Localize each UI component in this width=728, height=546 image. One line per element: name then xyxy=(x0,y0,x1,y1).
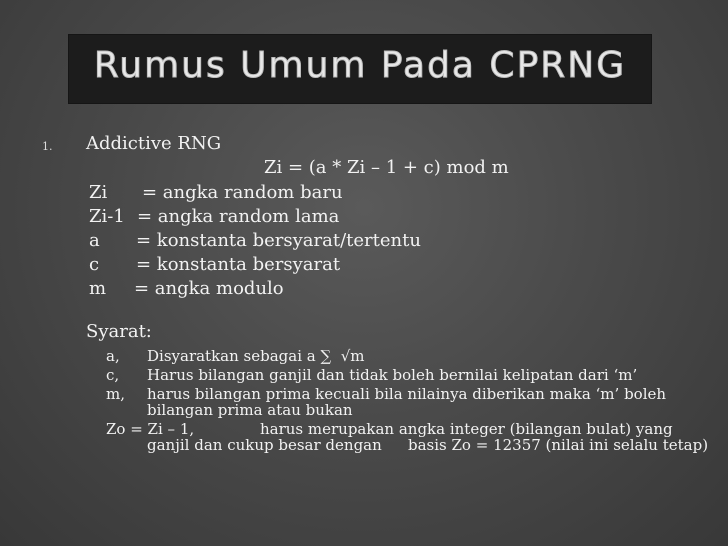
zo-text-2a: ganjil dan cukup besar dengan xyxy=(147,436,382,454)
def-desc-zi: = angka random baru xyxy=(142,182,343,203)
cond-text-c: Harus bilangan ganjil dan tidak boleh bernilai kelipatan dari ‘m’ xyxy=(147,366,638,384)
title-box xyxy=(68,34,652,104)
slide-title: Rumus Umum Pada CPRNG xyxy=(93,45,627,86)
def-sym-zi1: Zi-1 xyxy=(89,206,125,227)
def-sym-c: c xyxy=(89,254,100,275)
formula: Zi = (a * Zi – 1 + c) mod m xyxy=(264,157,509,178)
zo-text-2b: basis Zo = 12357 (nilai ini selalu tetap) xyxy=(408,436,709,454)
def-sym-zi: Zi xyxy=(89,182,108,203)
cond-text-a: Disyaratkan sebagai a ∑ √m xyxy=(147,347,365,365)
def-desc-c: = konstanta bersyarat xyxy=(136,254,341,275)
def-sym-m: m xyxy=(89,278,107,299)
def-desc-a: = konstanta bersyarat/tertentu xyxy=(136,230,421,251)
cond-key-c: c, xyxy=(106,366,120,384)
heading: Addictive RNG xyxy=(86,133,222,154)
cond-text-m-2: bilangan prima atau bukan xyxy=(147,401,353,419)
def-desc-m: = angka modulo xyxy=(134,278,284,299)
def-desc-zi1: = angka random lama xyxy=(137,206,340,227)
cond-key-a: a, xyxy=(106,347,120,365)
zo-text-1: harus merupakan angka integer (bilangan bulat) yang xyxy=(260,420,673,438)
zo-key: Zo = Zi – 1, xyxy=(106,420,195,438)
cond-text-m-1: harus bilangan prima kecuali bila nilainya diberikan maka ‘m’ boleh xyxy=(147,385,667,403)
cond-key-m: m, xyxy=(106,385,125,403)
list-number: 1. xyxy=(42,140,53,153)
syarat-label: Syarat: xyxy=(86,321,152,342)
def-sym-a: a xyxy=(89,230,100,251)
